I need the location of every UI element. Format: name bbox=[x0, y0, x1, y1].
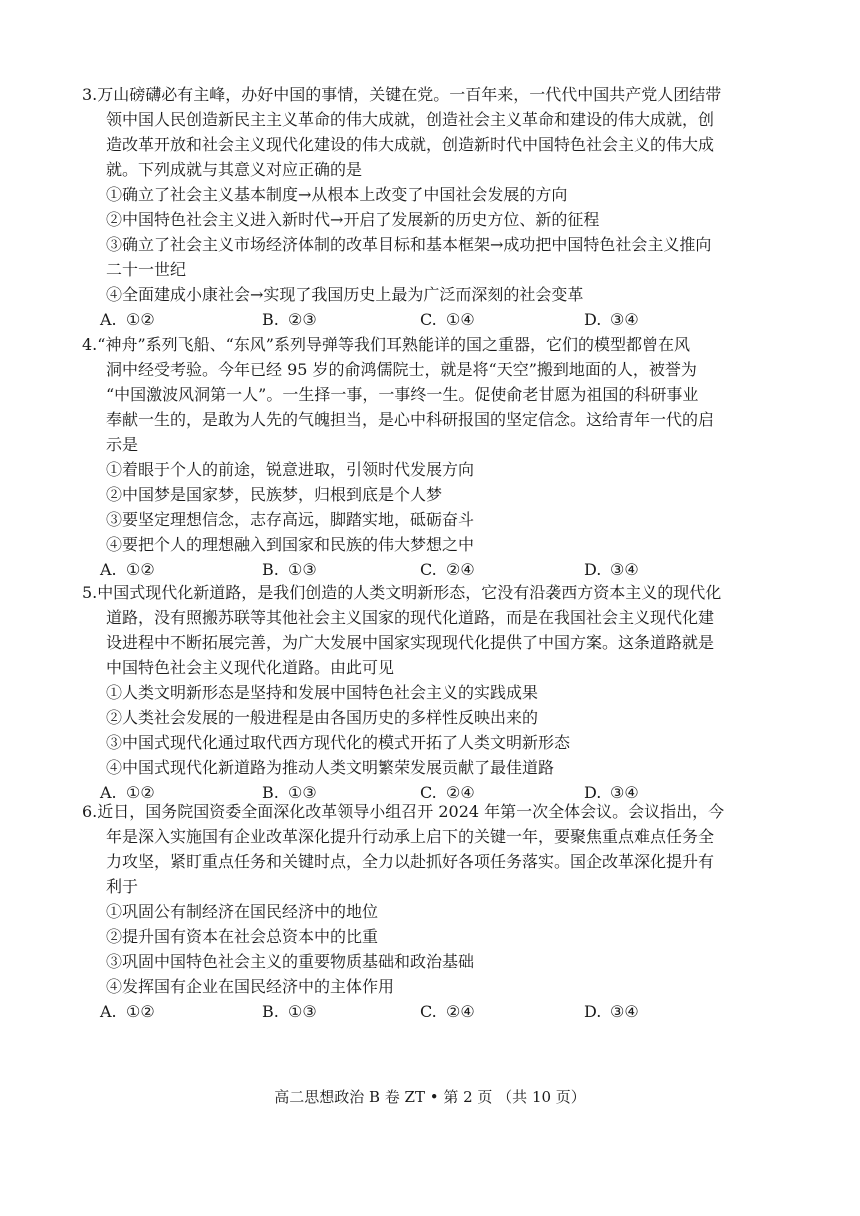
question-4-number: 4. bbox=[82, 335, 98, 354]
question-3-stem-line-4: 就。下列成就与其意义对应正确的是 bbox=[106, 160, 363, 179]
choice-b: B. ②③ bbox=[262, 310, 317, 329]
question-6-stem-line-2: 年是深入实施国有企业改革深化提升行动承上启下的关键一年，要聚焦重点难点任务全 bbox=[106, 827, 715, 846]
choice-d: D. ③④ bbox=[584, 310, 639, 329]
question-3-statement-4: ④全面建成小康社会→实现了我国历史上最为广泛而深刻的社会变革 bbox=[106, 285, 584, 304]
question-3-number: 3. bbox=[82, 85, 98, 104]
question-4-stem-line-1: 4.“神舟”系列飞船、“东风”系列导弹等我们耳熟能详的国之重器，它们的模型都曾在风 bbox=[82, 335, 690, 354]
choice-a: A. ①② bbox=[100, 1002, 155, 1021]
page-footer: 高二思想政治 B 卷 ZT • 第 2 页 （共 10 页） bbox=[274, 1088, 586, 1106]
question-6-stem-line-1: 6.近日，国务院国资委全面深化改革领导小组召开 2024 年第一次全体会议。会议指出，今 bbox=[82, 802, 725, 821]
question-6-choices bbox=[82, 999, 782, 1024]
question-5-statement-2: ②人类社会发展的一般进程是由各国历史的多样性反映出来的 bbox=[106, 708, 539, 727]
question-5-stem-line-2: 道路，没有照搬苏联等其他社会主义国家的现代化道路，而是在我国社会主义现代化建 bbox=[106, 608, 715, 627]
choice-c: C. ②④ bbox=[420, 560, 475, 579]
choice-b: B. ①③ bbox=[262, 783, 317, 802]
question-5-statement-3: ③中国式现代化通过取代西方现代化的模式开拓了人类文明新形态 bbox=[106, 733, 571, 752]
question-4-stem-line-4: 奉献一生的，是敢为人先的气魄担当，是心中科研报国的坚定信念。这给青年一代的启 bbox=[106, 410, 715, 429]
question-3-statement-3: ③确立了社会主义市场经济体制的改革目标和基本框架→成功把中国特色社会主义推向 bbox=[106, 235, 712, 254]
question-4-stem-line-3: “中国激波风洞第一人”。一生择一事，一事终一生。促使俞老甘愿为祖国的科研事业 bbox=[106, 385, 699, 404]
question-3-stem-line-1: 3.万山磅礴必有主峰，办好中国的事情，关键在党。一百年来，一代代中国共产党人团结带 bbox=[82, 85, 722, 104]
question-5-stem-line-3: 设进程中不断拓展完善，为广大发展中国家实现现代化提供了中国方案。这条道路就是 bbox=[106, 633, 715, 652]
choice-c: C. ②④ bbox=[420, 783, 475, 802]
question-6-statement-4: ④发挥国有企业在国民经济中的主体作用 bbox=[106, 977, 395, 996]
question-3-stem-line-2: 领中国人民创造新民主主义革命的伟大成就，创造社会主义革命和建设的伟大成就，创 bbox=[106, 110, 715, 129]
choice-c: C. ②④ bbox=[420, 1002, 475, 1021]
question-4-statement-2: ②中国梦是国家梦，民族梦，归根到底是个人梦 bbox=[106, 485, 443, 504]
question-3-stem-line-3: 造改革开放和社会主义现代化建设的伟大成就，创造新时代中国特色社会主义的伟大成 bbox=[106, 135, 715, 154]
question-3-choices bbox=[82, 307, 782, 332]
question-4 bbox=[82, 332, 782, 582]
question-4-statement-4: ④要把个人的理想融入到国家和民族的伟大梦想之中 bbox=[106, 535, 475, 554]
question-6-statement-1: ①巩固公有制经济在国民经济中的地位 bbox=[106, 902, 379, 921]
choice-d: D. ③④ bbox=[584, 560, 639, 579]
choice-a: A. ①② bbox=[100, 310, 155, 329]
choice-b: B. ①③ bbox=[262, 1002, 317, 1021]
question-5-stem-line-4: 中国特色社会主义现代化道路。由此可见 bbox=[106, 658, 395, 677]
question-6-stem-line-4: 利于 bbox=[106, 877, 139, 896]
question-3-statement-1: ①确立了社会主义基本制度→从根本上改变了中国社会发展的方向 bbox=[106, 185, 568, 204]
question-4-stem-line-2: 洞中经受考验。今年已经 95 岁的俞鸿儒院士，就是将“天空”搬到地面的人，被誉为 bbox=[106, 360, 697, 379]
question-6 bbox=[82, 799, 782, 1024]
question-3-statement-3-cont: 二十一世纪 bbox=[106, 260, 187, 279]
question-5-stem-line-1: 5.中国式现代化新道路，是我们创造的人类文明新形态，它没有沿袭西方资本主义的现代化 bbox=[82, 583, 722, 602]
choice-b: B. ①③ bbox=[262, 560, 317, 579]
question-6-stem-line-3: 力攻坚，紧盯重点任务和关键时点，全力以赴抓好各项任务落实。国企改革深化提升有 bbox=[106, 852, 715, 871]
question-5-statement-4: ④中国式现代化新道路为推动人类文明繁荣发展贡献了最佳道路 bbox=[106, 758, 555, 777]
question-6-statement-3: ③巩固中国特色社会主义的重要物质基础和政治基础 bbox=[106, 952, 475, 971]
question-4-choices bbox=[82, 557, 782, 582]
choice-d: D. ③④ bbox=[584, 783, 639, 802]
question-3 bbox=[82, 82, 782, 332]
question-5 bbox=[82, 580, 782, 805]
question-4-statement-1: ①着眼于个人的前途，锐意进取，引领时代发展方向 bbox=[106, 460, 475, 479]
question-6-number: 6. bbox=[82, 802, 98, 821]
choice-d: D. ③④ bbox=[584, 1002, 639, 1021]
question-4-statement-3: ③要坚定理想信念，志存高远，脚踏实地，砥砺奋斗 bbox=[106, 510, 475, 529]
question-4-stem-line-5: 示是 bbox=[106, 435, 139, 454]
choice-a: A. ①② bbox=[100, 560, 155, 579]
question-6-statement-2: ②提升国有资本在社会总资本中的比重 bbox=[106, 927, 379, 946]
question-3-statement-2: ②中国特色社会主义进入新时代→开启了发展新的历史方位、新的征程 bbox=[106, 210, 600, 229]
question-5-statement-1: ①人类文明新形态是坚持和发展中国特色社会主义的实践成果 bbox=[106, 683, 539, 702]
choice-c: C. ①④ bbox=[420, 310, 475, 329]
choice-a: A. ①② bbox=[100, 783, 155, 802]
question-5-number: 5. bbox=[82, 583, 98, 602]
